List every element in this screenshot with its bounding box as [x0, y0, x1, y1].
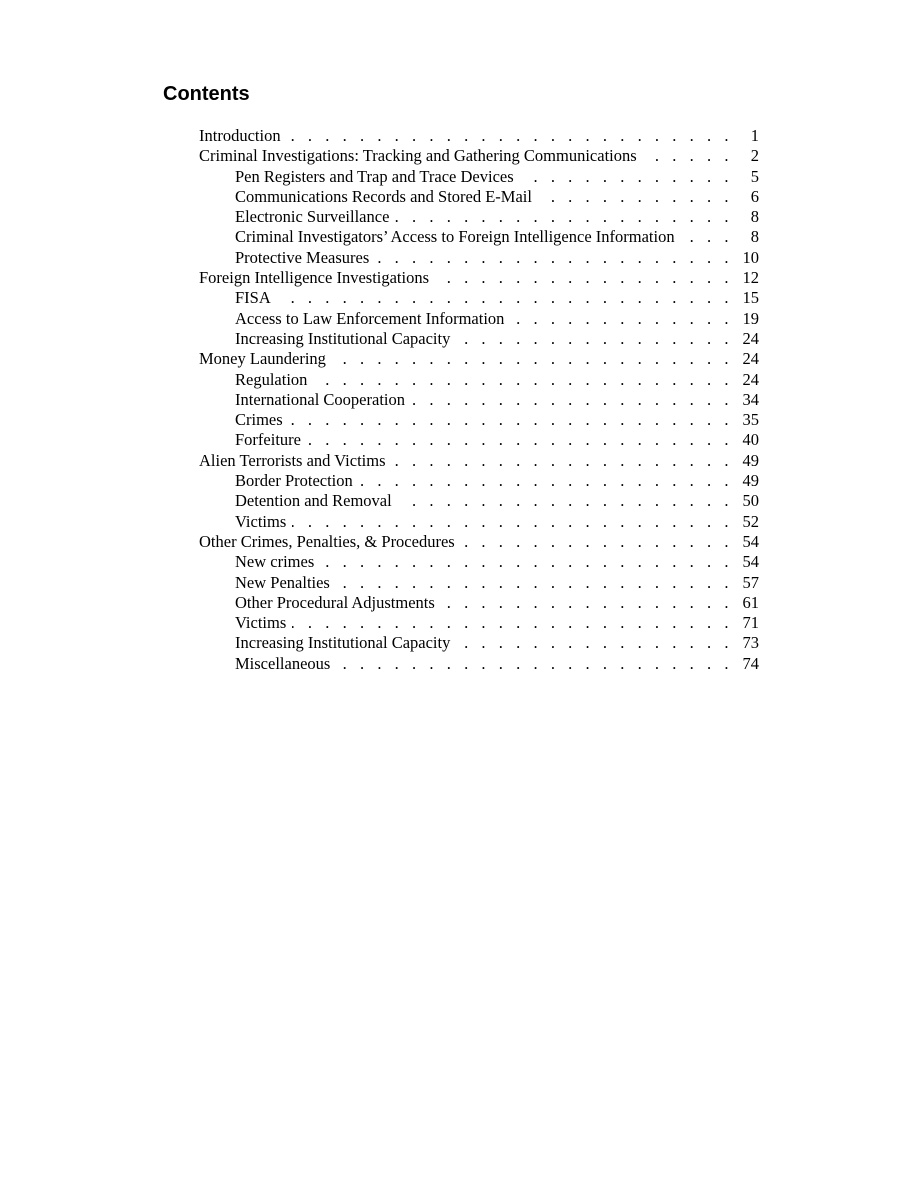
dot-leader [287, 126, 733, 146]
dot-leader [336, 654, 733, 674]
toc-entry-page-number: 71 [742, 613, 759, 633]
toc-entry-title: Introduction [199, 126, 281, 145]
toc-entry-title: Money Laundering [199, 349, 326, 369]
toc-entry-page-number: 52 [742, 511, 759, 531]
toc-subsection-entry[interactable] [199, 654, 759, 674]
toc-entry-page-number: 19 [742, 308, 759, 328]
toc-entry-title: Other Crimes, Penalties, & Procedures [199, 531, 455, 551]
toc-entry-title: Electronic Surveillance [235, 207, 390, 227]
toc-entry-title: Criminal Investigators’ Access to Foreign Intelligence Information [235, 227, 675, 247]
toc-entry-title: Increasing Institutional Capacity [235, 633, 451, 653]
dot-leader [520, 167, 733, 187]
toc-entry-title: Detention and Removal [235, 491, 392, 511]
toc-entry-page-number: 10 [742, 247, 759, 267]
dot-leader [359, 471, 733, 491]
dot-leader [435, 268, 733, 288]
toc-entry-page-number: 73 [742, 633, 759, 653]
toc-entry-page-number: 57 [742, 572, 759, 592]
toc-entry-page-number: 34 [742, 389, 759, 409]
toc-entry-title: Alien Terrorists and Victims [199, 450, 386, 470]
toc-entry-page-number: 54 [742, 552, 759, 572]
toc-entry-page-number: 8 [750, 207, 759, 227]
toc-entry-title: Other Procedural Adjustments [235, 592, 435, 612]
toc-subsection-entry[interactable] [199, 390, 759, 410]
toc-section-entry[interactable] [199, 146, 759, 166]
toc-subsection-entry[interactable] [199, 207, 759, 227]
toc-entry-page-number: 12 [742, 268, 759, 288]
dot-leader [411, 390, 733, 410]
dot-leader [681, 227, 733, 247]
toc-subsection-entry[interactable] [199, 227, 759, 247]
toc-entry-title: International Cooperation [235, 389, 405, 409]
toc-subsection-entry[interactable] [199, 512, 759, 532]
toc-entry-title: Victims [235, 613, 287, 633]
toc-entry-page-number: 2 [750, 146, 759, 166]
toc-entry-title: Communications Records and Stored E-Mail [235, 186, 532, 206]
toc-entry-page-number: 40 [742, 430, 759, 450]
toc-entry-page-number: 50 [742, 491, 759, 511]
contents-heading: Contents [163, 83, 250, 105]
toc-subsection-entry[interactable] [199, 430, 759, 450]
toc-subsection-entry[interactable] [199, 309, 759, 329]
toc-entry-title: Protective Measures [235, 247, 370, 267]
toc-entry-page-number: 35 [742, 410, 759, 430]
dot-leader [643, 146, 733, 166]
toc-entry-title: Pen Registers and Trap and Trace Devices [235, 166, 514, 186]
toc-entry-title: Access to Law Enforcement Information [235, 308, 505, 328]
toc-subsection-entry[interactable] [199, 370, 759, 390]
dot-leader [292, 512, 733, 532]
toc-entry-page-number: 1 [750, 126, 759, 145]
toc-subsection-entry[interactable] [199, 329, 759, 349]
toc-entry-title: Foreign Intelligence Investigations [199, 268, 430, 288]
toc-entry-page-number: 49 [742, 471, 759, 491]
toc-section-entry[interactable] [199, 349, 759, 369]
dot-leader [441, 593, 733, 613]
dot-leader [292, 613, 733, 633]
dot-leader [510, 309, 733, 329]
toc-entry-title: Crimes [235, 410, 283, 430]
toc-entry-title: Miscellaneous [235, 653, 331, 673]
toc-subsection-entry[interactable] [199, 248, 759, 268]
toc-section-entry[interactable] [199, 532, 759, 552]
toc-entry-title: FISA [235, 288, 271, 308]
toc-entry-page-number: 74 [742, 653, 759, 673]
dot-leader [392, 451, 733, 471]
toc-subsection-entry[interactable] [199, 187, 759, 207]
toc-entry-page-number: 54 [742, 531, 759, 551]
dot-leader [277, 288, 733, 308]
toc-section-entry[interactable] [199, 126, 759, 146]
toc-subsection-entry[interactable] [199, 573, 759, 593]
dot-leader [398, 491, 733, 511]
toc-subsection-entry[interactable] [199, 288, 759, 308]
dot-leader [456, 633, 733, 653]
dot-leader [395, 207, 733, 227]
dot-leader [538, 187, 733, 207]
dot-leader [307, 430, 733, 450]
toc-entry-page-number: 24 [742, 369, 759, 389]
dot-leader [289, 410, 733, 430]
toc-entry-title: Criminal Investigations: Tracking and Gathering Communications [199, 146, 637, 166]
toc-subsection-entry[interactable] [199, 167, 759, 187]
toc-entry-title: New crimes [235, 552, 315, 572]
toc-subsection-entry[interactable] [199, 491, 759, 511]
toc-entry-page-number: 24 [742, 349, 759, 369]
dot-leader [313, 370, 733, 390]
toc-entry-page-number: 5 [750, 166, 759, 186]
toc-subsection-entry[interactable] [199, 593, 759, 613]
toc-entry-page-number: 6 [750, 186, 759, 206]
toc-subsection-entry[interactable] [199, 613, 759, 633]
toc-entry-title: New Penalties [235, 572, 330, 592]
toc-subsection-entry[interactable] [199, 471, 759, 491]
toc-entry-page-number: 8 [750, 227, 759, 247]
toc-entry-title: Regulation [235, 369, 308, 389]
toc-entry-page-number: 24 [742, 328, 759, 348]
toc-subsection-entry[interactable] [199, 410, 759, 430]
toc-entry-page-number: 61 [742, 592, 759, 612]
toc-entry-page-number: 49 [742, 450, 759, 470]
toc-entry-title: Border Protection [235, 471, 353, 491]
toc-section-entry[interactable] [199, 451, 759, 471]
dot-leader [375, 248, 733, 268]
toc-entry-title: Forfeiture [235, 430, 301, 450]
toc-entry-title: Increasing Institutional Capacity [235, 328, 451, 348]
dot-leader [456, 329, 733, 349]
toc-subsection-entry[interactable] [199, 633, 759, 653]
toc-entry-page-number: 15 [742, 288, 759, 308]
toc-section-entry[interactable] [199, 268, 759, 288]
dot-leader [332, 349, 733, 369]
dot-leader [336, 573, 733, 593]
table-of-contents [199, 126, 759, 674]
dot-leader [320, 552, 733, 572]
toc-subsection-entry[interactable] [199, 552, 759, 572]
dot-leader [461, 532, 733, 552]
toc-entry-title: Victims [235, 511, 287, 531]
